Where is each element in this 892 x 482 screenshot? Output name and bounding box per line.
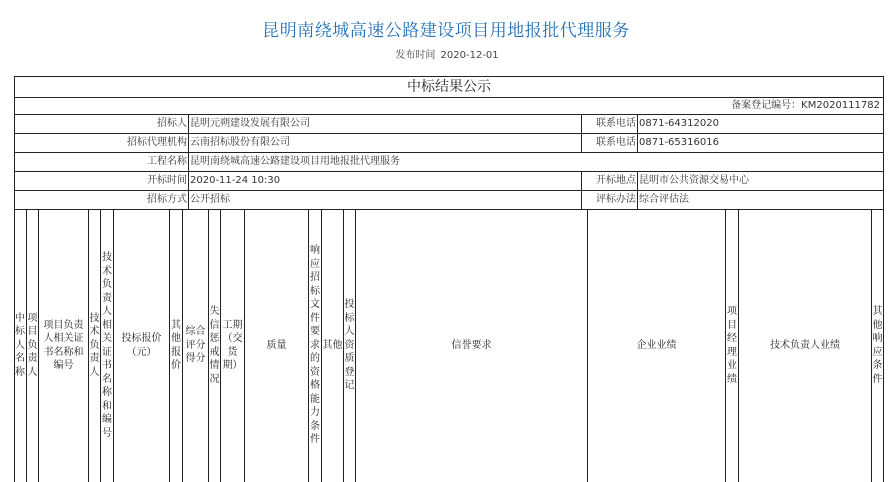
col-tech-lead: 技术负责人 xyxy=(89,209,101,482)
col-pm-performance: 项目经理业绩 xyxy=(726,209,739,482)
project-name-value: 昆明南绕城高速公路建设项目用地报批代理服务 xyxy=(190,156,400,167)
info-row-project xyxy=(14,153,884,172)
info-row-agency xyxy=(14,134,884,153)
agency-value: 云南招标股份有限公司 xyxy=(190,137,290,148)
col-bidder-qualification: 投标人资质登记 xyxy=(344,209,356,482)
tenderer-phone-value: 0871-64312020 xyxy=(639,118,719,129)
tenderer-label: 招标人 xyxy=(15,115,189,133)
col-company-performance: 企业业绩 xyxy=(588,209,726,482)
col-tech-lead-performance: 技术负责人业绩 xyxy=(739,209,872,482)
results-header-table xyxy=(14,209,892,482)
opening-place-label: 开标地点 xyxy=(581,172,638,190)
col-project-lead-cert: 项目负责人相关证书名称和编号 xyxy=(39,209,89,482)
col-tech-lead-cert: 技术负责人相关证书名称和编号 xyxy=(101,209,114,482)
publish-date xyxy=(0,46,892,61)
agency-phone-label: 联系电话 xyxy=(581,134,638,152)
col-bid-price: 投标报价（元） xyxy=(114,209,170,482)
tender-method-label: 招标方式 xyxy=(15,191,189,209)
col-reputation: 信誉要求 xyxy=(356,209,588,482)
col-other-conditions: 其他响应条件 xyxy=(872,209,884,482)
evaluation-method-label: 评标办法 xyxy=(581,191,638,209)
opening-time-label: 开标时间 xyxy=(15,172,189,190)
project-name-label: 工程名称 xyxy=(15,153,189,171)
opening-place-value: 昆明市公共资源交易中心 xyxy=(639,175,749,186)
tenderer-phone-label: 联系电话 xyxy=(581,115,638,133)
tender-method-value: 公开招标 xyxy=(190,194,230,205)
publish-date-label: 发布时间 xyxy=(395,50,436,61)
notice-info-table xyxy=(14,76,884,210)
notice-title: 中标结果公示 xyxy=(14,76,884,98)
col-discredit: 失信惩戒情况 xyxy=(209,209,221,482)
col-winner-name: 中标人名称 xyxy=(14,209,27,482)
col-other: 其他 xyxy=(322,209,344,482)
opening-time-value: 2020-11-24 10:30 xyxy=(190,175,281,186)
col-quality: 质量 xyxy=(245,209,309,482)
registration-number: 备案登记编号：KM2020111782 xyxy=(14,98,884,115)
tenderer-value: 昆明元朔建设发展有限公司 xyxy=(190,118,310,129)
page-title: 昆明南绕城高速公路建设项目用地报批代理服务 xyxy=(262,21,630,41)
evaluation-method-value: 综合评估法 xyxy=(639,194,689,205)
publish-date-value: 2020-12-01 xyxy=(440,50,499,61)
agency-label: 招标代理机构 xyxy=(15,134,189,152)
col-duration: 工期（交货期） xyxy=(221,209,245,482)
info-row-tenderer xyxy=(14,115,884,134)
info-row-method xyxy=(14,191,884,210)
col-other-price: 其他报价 xyxy=(170,209,183,482)
col-qualification-conditions: 响应招标文件要求的资格能力条件 xyxy=(309,209,322,482)
col-score: 综合评分得分 xyxy=(183,209,209,482)
agency-phone-value: 0871-65316016 xyxy=(639,137,719,148)
info-row-opening xyxy=(14,172,884,191)
col-project-lead: 项目负责人 xyxy=(27,209,39,482)
